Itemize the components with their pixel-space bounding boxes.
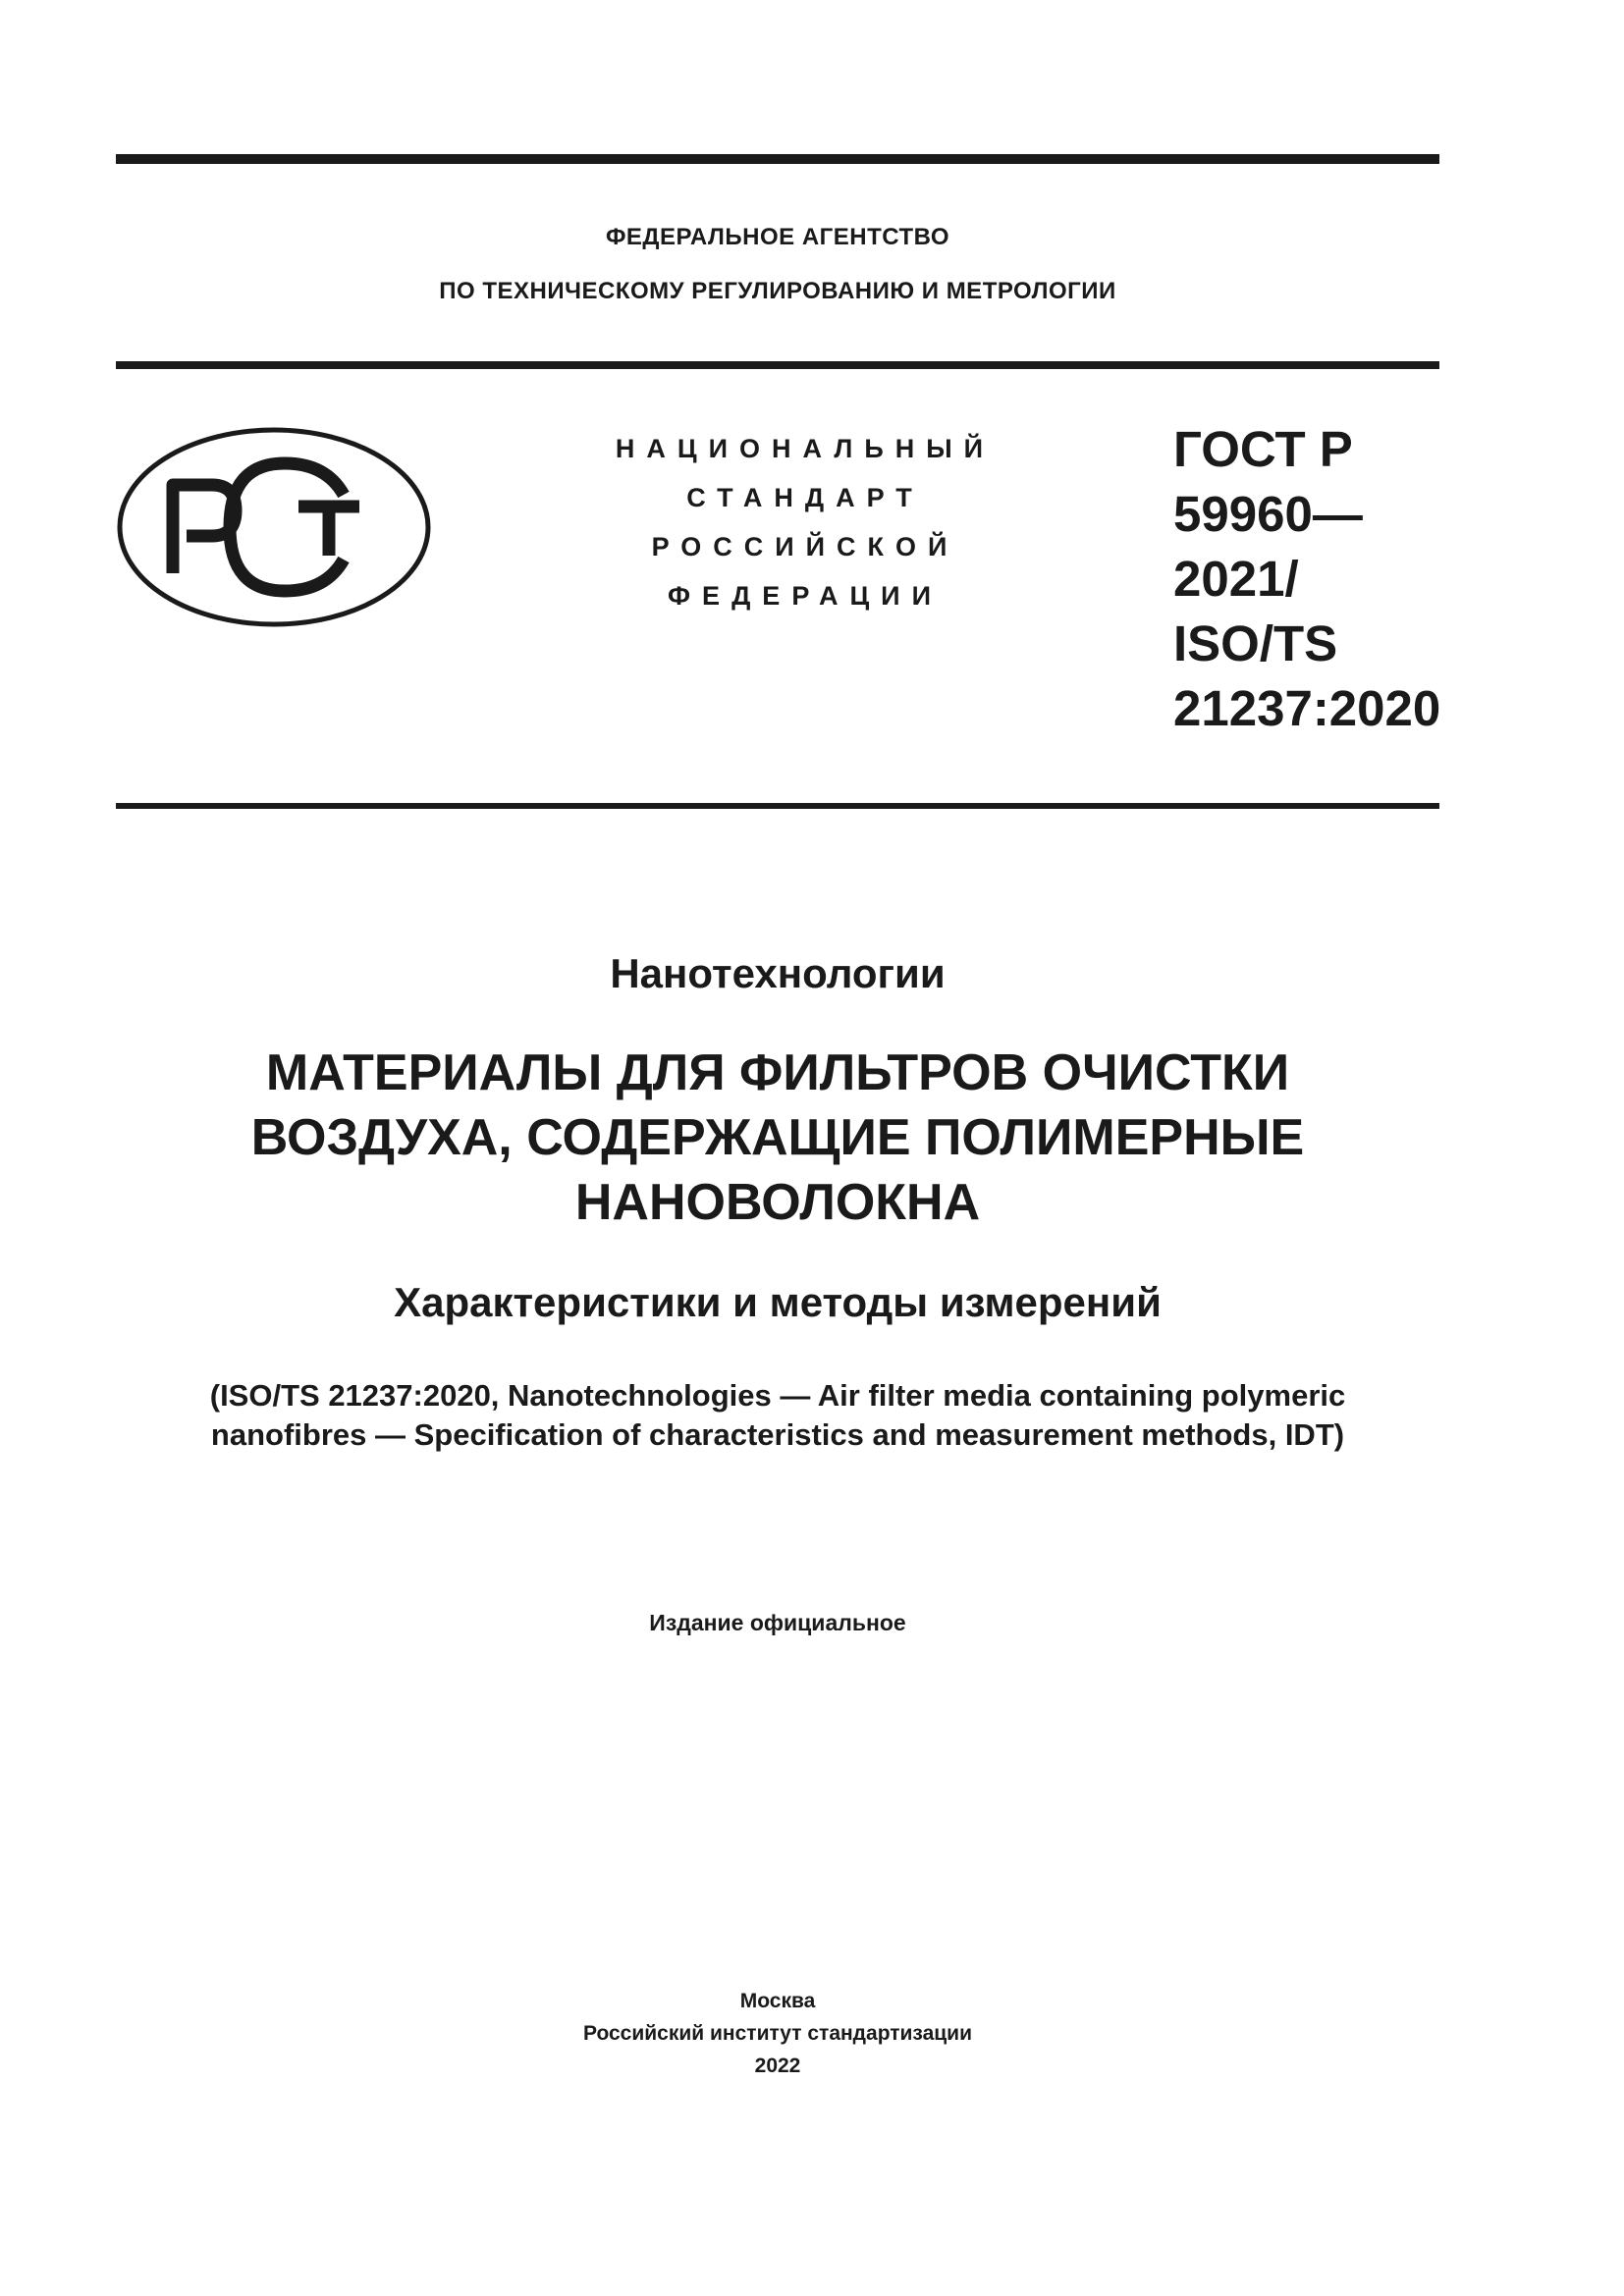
- edition-label: Издание официальное: [649, 1610, 906, 1635]
- original-line-2: nanofibres — Specification of characteristics and measurement methods, IDT): [210, 1417, 1345, 1452]
- title-line-1: МАТЕРИАЛЫ ДЛЯ ФИЛЬТРОВ ОЧИСТКИ: [265, 1044, 1290, 1101]
- national-line-1: НАЦИОНАЛЬНЫЙ: [615, 434, 996, 463]
- agency-line-1: ФЕДЕРАЛЬНОЕ АГЕНТСТВО: [605, 224, 950, 250]
- original-standard-reference: [116, 1376, 1439, 1455]
- top-rule: [116, 154, 1439, 164]
- national-standard-label: [550, 424, 1060, 620]
- designation-line-3: 2021/: [1173, 551, 1299, 607]
- designation-line-2: 59960—: [1173, 486, 1363, 542]
- title-line-2: ВОЗДУХА, СОДЕРЖАЩИЕ ПОЛИМЕРНЫЕ: [250, 1109, 1305, 1166]
- designation-line-4: ISO/TS: [1173, 615, 1338, 671]
- document-title: [116, 1041, 1439, 1235]
- imprint-publisher: Российский институт стандартизации: [582, 2022, 973, 2045]
- agency-line-2: ПО ТЕХНИЧЕСКОМУ РЕГУЛИРОВАНИЮ И МЕТРОЛОГИИ: [439, 278, 1116, 304]
- imprint-year: 2022: [754, 2055, 801, 2077]
- document-subject: Нанотехнологии: [610, 950, 946, 996]
- national-line-3: РОССИЙСКОЙ: [651, 532, 959, 561]
- designation-rule: [116, 803, 1439, 809]
- standard-designation: [1173, 417, 1468, 741]
- title-line-3: НАНОВОЛОКНА: [574, 1174, 981, 1231]
- national-line-4: ФЕДЕРАЦИИ: [668, 581, 943, 611]
- document-subtitle: Характеристики и методы измерений: [394, 1279, 1162, 1325]
- gost-r-mark-icon: [116, 426, 432, 628]
- original-line-1: (ISO/TS 21237:2020, Nanotechnologies — Air filter media containing polymeric: [209, 1378, 1346, 1413]
- imprint: [116, 1985, 1439, 2082]
- designation-line-5: 21237:2020: [1173, 680, 1441, 736]
- national-line-2: СТАНДАРТ: [686, 483, 924, 512]
- designation-line-1: ГОСТ Р: [1173, 421, 1353, 477]
- header-rule: [116, 361, 1439, 369]
- imprint-city: Москва: [739, 1990, 816, 2012]
